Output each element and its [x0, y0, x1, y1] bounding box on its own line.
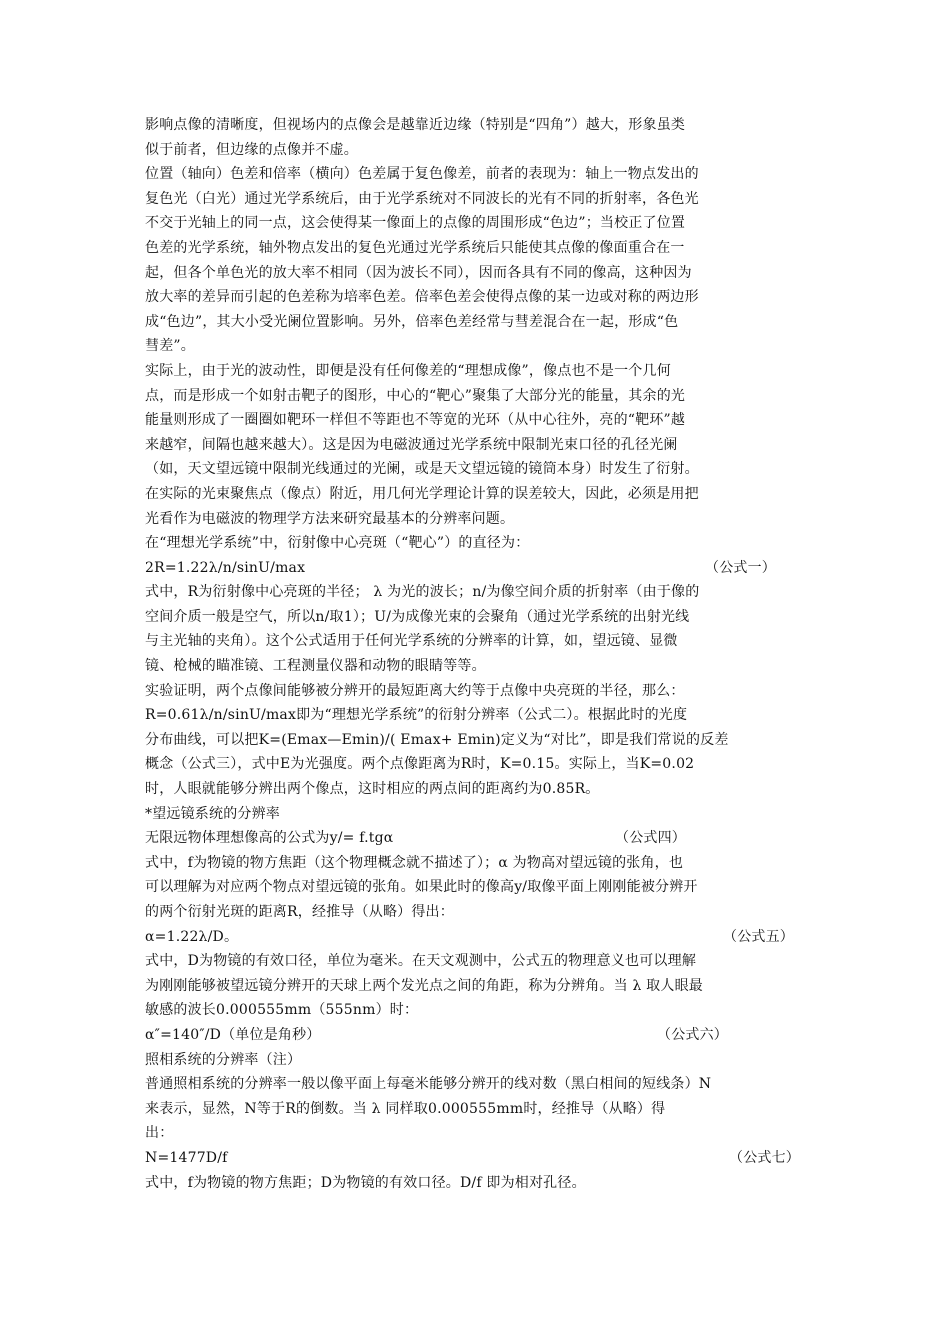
formula-7: N=1477D/f	[145, 1149, 228, 1166]
text-line: 为刚刚能够被望远镜分辨开的天球上两个发光点之间的角距，称为分辨角。当 λ 取人眼最	[145, 977, 703, 994]
section-heading: *望远镜系统的分辨率	[145, 805, 280, 822]
formula-line-5	[145, 925, 815, 950]
text-line: 的两个衍射光斑的距离R，经推导（从略）得出：	[145, 904, 454, 920]
text-line: 成“色边”，其大小受光阑位置影响。另外，倍率色差经常与彗差混合在一起，形成“色	[145, 313, 679, 330]
text-line: 在实际的光束聚焦点（像点）附近，用几何光学理论计算的误差较大，因此，必须是用把	[145, 485, 699, 502]
formula-line-1	[145, 556, 815, 581]
text-line: 式中，f为物镜的物方焦距；D为物镜的有效口径。D/f 即为相对孔径。	[145, 1174, 586, 1191]
document-body	[145, 113, 815, 1195]
formula-line-6	[145, 1023, 815, 1048]
text-line: 概念（公式三），式中E为光强度。两个点像距离为R时，K=0.15。实际上，当K=0.02	[145, 756, 695, 773]
text-line: 位置（轴向）色差和倍率（横向）色差属于复色像差，前者的表现为：轴上一物点发出的	[145, 166, 699, 183]
text-line: 普通照相系统的分辨率一般以像平面上每毫米能够分辨开的线对数（黑白相间的短线条）N	[145, 1076, 712, 1093]
text-line: 影响点像的清晰度，但视场内的点像会是越靠近边缘（特别是“四角”）越大，形象虽类	[145, 117, 686, 133]
formula-label-6: （公式六）	[657, 1026, 728, 1043]
text-line: 放大率的差异而引起的色差称为培率色差。倍率色差会使得点像的某一边或对称的两边形	[145, 289, 699, 306]
text-line: 起，但各个单色光的放大率不相同（因为波长不同），因而各具有不同的像高，这种因为	[145, 264, 692, 281]
text-line: 能量则形成了一圈圈如靶环一样但不等距也不等宽的光环（从中心往外，亮的“靶环”越	[145, 412, 686, 429]
text-line: 式中，D为物镜的有效口径，单位为毫米。在天文观测中，公式五的物理意义也可以理解	[145, 953, 697, 970]
text-line: 色差的光学系统，轴外物点发出的复色光通过光学系统后只能使其点像的像面重合在一	[145, 239, 685, 256]
formula-5: α=1.22λ/D。	[145, 928, 239, 945]
text-line: （如，天文望远镜中限制光线通过的光阑，或是天文望远镜的镜筒本身）时发生了衍射。	[145, 461, 699, 478]
formula-line-4	[145, 826, 815, 851]
text-line: 空间介质一般是空气，所以n/取1）；U/为成像光束的会聚角（通过光学系统的出射光线	[145, 608, 690, 625]
text-line: 时，人眼就能够分辨出两个像点，这时相应的两点间的距离约为0.85R。	[145, 781, 600, 798]
text-line: 复色光（白光）通过光学系统后，由于光学系统对不同波长的光有不同的折射率，各色光	[145, 190, 699, 207]
text-line: 似于前者，但边缘的点像并不虚。	[145, 141, 358, 158]
text-line: 出：	[145, 1125, 174, 1142]
text-line: 不交于光轴上的同一点，这会使得某一像面上的点像的周围形成“色边”；当校正了位置	[145, 215, 686, 232]
text-line: R=0.61λ/n/sinU/max即为“理想光学系统”的衍射分辨率（公式二）。根据此时的光度	[145, 707, 688, 724]
text-line: 分布曲线，可以把K=(Emax—Emin)/( Emax+ Emin)定义为“对比”，即是我们常说的反差	[145, 731, 729, 748]
text-line: 实验证明，两个点像间能够被分辨开的最短距离大约等于点像中央亮斑的半径，那么：	[145, 682, 685, 699]
text-line: 可以理解为对应两个物点对望远镜的张角。如果此时的像高y/取像平面上刚刚能被分辨开	[145, 879, 698, 896]
text-line: 镜、枪械的瞄准镜、工程测量仪器和动物的眼睛等等。	[145, 658, 486, 675]
formula-label-5: （公式五）	[723, 928, 794, 945]
text-line: 在“理想光学系统”中，衍射像中心亮斑（“靶心”）的直径为：	[145, 535, 530, 552]
text-line: 实际上，由于光的波动性，即便是没有任何像差的“理想成像”，像点也不是一个几何	[145, 362, 671, 379]
text-line: 来表示，显然，N等于R的倒数。当 λ 同样取0.000555mm时，经推导（从略）得	[145, 1100, 666, 1117]
text-line: 来越窄，间隔也越来越大）。这是因为电磁波通过光学系统中限制光束口径的孔径光阑	[145, 436, 678, 453]
formula-6: α″=140″/D（单位是角秒）	[145, 1026, 321, 1043]
formula-label-4: （公式四）	[615, 830, 686, 847]
text-line: 式中，R为衍射像中心亮斑的半径； λ 为光的波长；n/为像空间介质的折射率（由于像的	[145, 584, 700, 601]
text-line: 彗差”。	[145, 338, 195, 355]
text-line: 式中，f为物镜的物方焦距（这个物理概念就不描述了）；α 为物高对望远镜的张角，也	[145, 854, 684, 871]
formula-1: 2R=1.22λ/n/sinU/max	[145, 559, 306, 576]
formula-line-7	[145, 1146, 815, 1171]
text-line: 点，而是形成一个如射击靶子的图形，中心的“靶心”聚集了大部分光的能量，其余的光	[145, 387, 686, 404]
formula-label-1: （公式一）	[705, 559, 776, 576]
section-heading: 照相系统的分辨率（注）	[145, 1051, 302, 1068]
formula-4: 无限远物体理想像高的公式为y/= f.tgα	[145, 830, 394, 847]
formula-label-7: （公式七）	[729, 1149, 800, 1166]
text-line: 光看作为电磁波的物理学方法来研究最基本的分辨率问题。	[145, 510, 515, 527]
text-line: 与主光轴的夹角）。这个公式适用于任何光学系统的分辨率的计算，如，望远镜、显微	[145, 633, 678, 650]
text-line: 敏感的波长0.000555mm（555nm）时：	[145, 1002, 419, 1019]
